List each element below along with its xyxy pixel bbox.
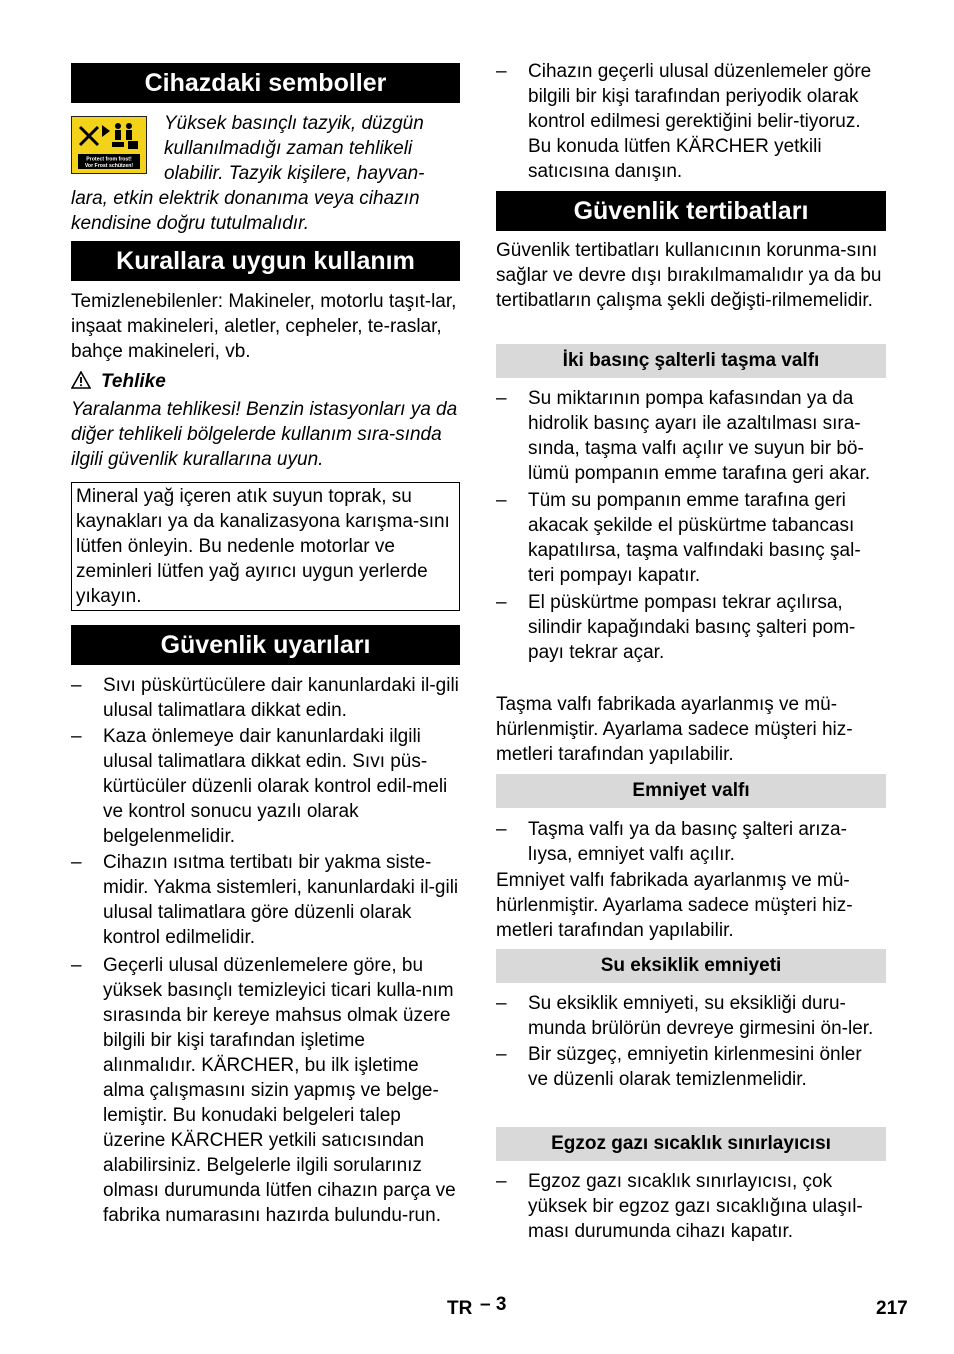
warning-symbol-icon bbox=[72, 117, 146, 173]
footer-page-number: 217 bbox=[876, 1298, 908, 1319]
list-item: – Geçerli ulusal düzenlemelere göre, bu yüksek basınçlı temizleyici ticari kulla-nım sırasında bir kereye mahsus olmak üzere bilgili bir kişi tarafından işletime alınmalıdır. KÄRCHER, bu ilk işletime alma çalışmasını sizin yapmış ve belge-lemiştir. Bu konudaki belgeleri talep üzerine KÄRCHER yetkili satıcısından alabilirsiniz. Belgelerle ilgili sorularınız olması durumunda lütfen cihazın parça ve fabrika numarasını hazırda bulundu-run. bbox=[71, 953, 460, 1228]
heading-safety-devices: Güvenlik tertibatları bbox=[496, 191, 886, 231]
list-item: – Kaza önlemeye dair kanunlardaki ilgili ulusal talimatlara dikkat edin. Sıvı püs-kürtücüler düzenli olarak kontrol edil-meli ve kontrol sonucu yazılı olarak belgelenmelidir. bbox=[71, 724, 460, 849]
footer-section-number: – 3 bbox=[480, 1294, 507, 1315]
symbols-text-indent: Yüksek basınçlı tazyik, düzgün kullanılmadığı zaman tehlikeli olabilir. Tazyik kişilere, hayvan- bbox=[164, 113, 425, 184]
periodic-check-list bbox=[496, 59, 886, 184]
heading-relief-valve: Emniyet valfı bbox=[496, 774, 886, 808]
relief-valve-list bbox=[496, 817, 886, 867]
list-item: – Su eksiklik emniyeti, su eksikliği duru-munda brülörün devreye girmesini ön-ler. bbox=[496, 991, 886, 1041]
overflow-valve-note: Taşma valfı fabrikada ayarlanmış ve mü-hürlenmiştir. Ayarlama sadece müşteri hiz-metleri tarafından yapılabilir. bbox=[496, 694, 853, 765]
list-item: – Egzoz gazı sıcaklık sınırlayıcısı, çok yüksek bir egzoz gazı sıcaklığına ulaşıl-ması durumunda cihazı kapatır. bbox=[496, 1169, 886, 1244]
protect-from-frost-symbol-icon bbox=[71, 116, 147, 174]
intended-use-text: Temizlenebilenler: Makineler, motorlu taşıt-lar, inşaat makineleri, aletler, cepheler, te-raslar, bahçe makineleri, vb. bbox=[71, 291, 457, 362]
danger-label-row bbox=[71, 369, 460, 394]
danger-text: Yaralanma tehlikesi! Benzin istasyonları ya da diğer tehlikeli bölgelerde kullanım sıra-sında ilgili güvenlik kurallarına uyun. bbox=[71, 399, 458, 470]
warning-triangle-icon bbox=[71, 371, 91, 389]
heading-safety-instructions: Güvenlik uyarıları bbox=[71, 625, 460, 665]
symbol-label-1: Protect from frost! bbox=[86, 156, 132, 163]
list-item: – Tüm su pompanın emme tarafına geri akacak şekilde el püskürtme tabancası kapatılırsa, taşma valfındaki basınç şal-teri pompayı kapatır. bbox=[496, 488, 886, 588]
overflow-valve-list bbox=[496, 386, 886, 665]
list-item: – El püskürtme pompası tekrar açılırsa, silindir kapağındaki basınç şalteri pom-payı tekrar açar. bbox=[496, 590, 886, 665]
symbols-text-rest: lara, etkin elektrik donanıma veya cihazın kendisine doğru tutulmalıdır. bbox=[71, 188, 420, 234]
safety-devices-text: Güvenlik tertibatları kullanıcının korunma-sını sağlar ve devre dışı bırakılmamalıdır ya da bu tertibatların çalışma şekli değişti-rilmemelidir. bbox=[496, 240, 882, 311]
exhaust-limiter-list bbox=[496, 1169, 886, 1244]
list-item: – Sıvı püskürtücülere dair kanunlardaki il-gili ulusal talimatlara dikkat edin. bbox=[71, 673, 460, 723]
environment-notice-box bbox=[71, 482, 460, 611]
symbol-label-2: Vor Frost schützen! bbox=[84, 163, 134, 169]
list-item: – Cihazın ısıtma tertibatı bir yakma siste-midir. Yakma sistemleri, kanunlardaki il-gili ulusal talimatlara göre düzenli olarak kontrol edilmelidir. bbox=[71, 850, 460, 950]
environment-notice-text: Mineral yağ içeren atık suyun toprak, su kaynakları ya da kanalizasyona karışma-sını lütfen önleyin. Bu nedenle motorlar ve zeminleri lütfen yağ ayırıcı uygun yerlerde yıkayın. bbox=[76, 486, 450, 607]
water-shortage-list bbox=[496, 991, 886, 1092]
footer-language: TR bbox=[447, 1298, 473, 1319]
heading-symbols: Cihazdaki semboller bbox=[71, 63, 460, 103]
heading-overflow-valve: İki basınç şalterli taşma valfı bbox=[496, 344, 886, 378]
list-item: – Cihazın geçerli ulusal düzenlemeler göre bilgili bir kişi tarafından periyodik olarak kontrol edilmesi gerektiğini belir-tiyoruz. Bu konuda lütfen KÄRCHER yetkili satıcısına danışın. bbox=[496, 59, 886, 184]
relief-valve-note: Emniyet valfı fabrikada ayarlanmış ve mü-hürlenmiştir. Ayarlama sadece müşteri hiz-metleri tarafından yapılabilir. bbox=[496, 870, 853, 941]
list-item: – Su miktarının pompa kafasından ya da hidrolik basınç ayarı ile azaltılması sıra-sında, taşma valfı açılır ve suyun bir bö-lümü pompanın emme tarafına geri akar. bbox=[496, 386, 886, 486]
list-item: – Bir süzgeç, emniyetin kirlenmesini önler ve düzenli olarak temizlenmelidir. bbox=[496, 1042, 886, 1092]
list-item: – Taşma valfı ya da basınç şalteri arıza-lıysa, emniyet valfı açılır. bbox=[496, 817, 886, 867]
heading-water-shortage: Su eksiklik emniyeti bbox=[496, 949, 886, 983]
danger-label: Tehlike bbox=[101, 371, 166, 392]
heading-intended-use: Kurallara uygun kullanım bbox=[71, 241, 460, 281]
heading-exhaust-limiter: Egzoz gazı sıcaklık sınırlayıcısı bbox=[496, 1127, 886, 1161]
safety-instructions-list bbox=[71, 673, 460, 1228]
